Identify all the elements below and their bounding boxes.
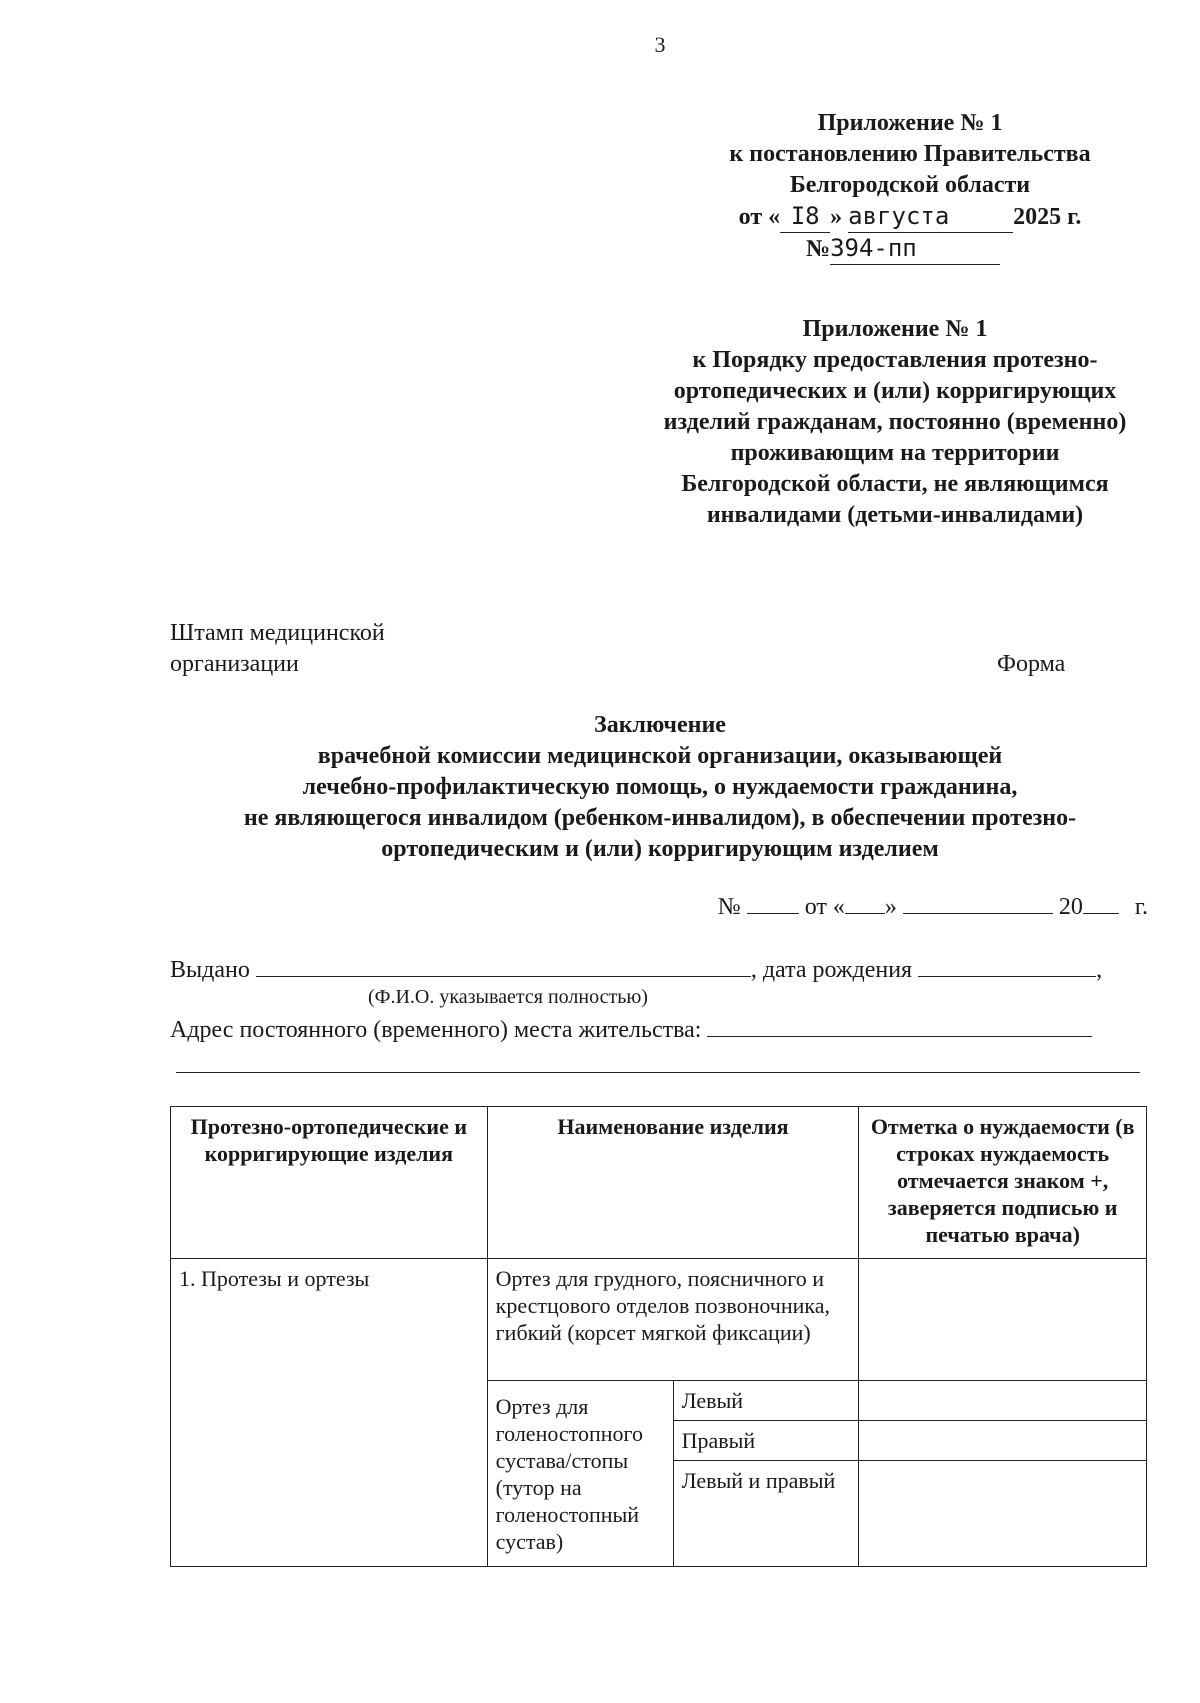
header-category: Протезно-ортопедические и корригирующие изделия (171, 1107, 488, 1259)
date-prefix: от « (738, 204, 781, 230)
conclusion-line: врачебной комиссии медицинской организации, оказывающей (317, 743, 1003, 769)
decree-appendix-title: Приложение № 1 (817, 110, 1003, 136)
conclusion-line: не являющегося инвалидом (ребенком-инвалидом), в обеспечении протезно- (243, 805, 1077, 831)
page-number: 3 (654, 32, 666, 57)
decree-number: 394-пп (830, 233, 1000, 265)
items-table (170, 1106, 1147, 1567)
side-both: Левый и правый (673, 1461, 859, 1567)
side-left: Левый (673, 1381, 859, 1421)
decree-appendix-line: к постановлению Правительства (729, 141, 1091, 167)
decree-year: 2025 г. (1013, 204, 1082, 230)
header-item-name: Наименование изделия (487, 1107, 859, 1259)
need-mark-cell[interactable] (859, 1461, 1147, 1567)
header-need-mark: Отметка о нуждаемости (в строках нуждаемость отмечается знаком +, заверяется подписью и печатью врача) (859, 1107, 1147, 1259)
stamp-line: Штамп медицинской (170, 620, 385, 646)
issued-end-comma: , (1096, 957, 1103, 983)
conclusion-number-line (718, 891, 1148, 921)
century-label: 20 (1058, 894, 1083, 920)
fio-hint: (Ф.И.О. указывается полностью) (368, 986, 648, 1008)
need-mark-cell[interactable] (859, 1421, 1147, 1461)
table-row (171, 1259, 1147, 1381)
day-field[interactable] (845, 891, 885, 914)
number-prefix: № (805, 236, 831, 262)
order-appendix-line: инвалидами (детьми-инвалидами) (706, 502, 1084, 528)
order-appendix-line: проживающим на территории (730, 440, 1060, 466)
need-mark-cell[interactable] (859, 1259, 1147, 1381)
decree-appendix-line: Белгородской области (789, 172, 1031, 198)
from-label: от « (804, 894, 845, 920)
form-label: Форма (997, 651, 1066, 677)
order-appendix-line: Приложение № 1 (802, 316, 988, 342)
address-line (170, 1014, 1092, 1044)
number-sign: № (717, 894, 741, 920)
conclusion-line: Заключение (594, 712, 726, 738)
stamp-placeholder (170, 618, 385, 680)
order-appendix-header (620, 314, 1170, 531)
number-field[interactable] (747, 891, 799, 914)
date-mid: » (830, 204, 843, 230)
issued-line (170, 954, 1102, 984)
year-suffix: г. (1134, 894, 1148, 920)
stamp-line: организации (170, 651, 299, 677)
side-right: Правый (673, 1421, 859, 1461)
item-ankle-orthosis: Ортез для голеностопного сустава/стопы (тутор на голеностопный сустав) (487, 1381, 673, 1567)
conclusion-line: ортопедическим и (или) корригирующим изделием (381, 836, 939, 862)
birth-date-field[interactable] (918, 954, 1096, 977)
decree-date-line (690, 201, 1130, 233)
decree-appendix-header (690, 108, 1130, 265)
year-field[interactable] (1083, 891, 1119, 914)
table-header-row (171, 1107, 1147, 1259)
close-quote: » (884, 894, 897, 920)
order-appendix-line: ортопедических и (или) корригирующих (673, 378, 1117, 404)
decree-day: I8 (780, 201, 830, 233)
decree-number-line (690, 233, 1116, 265)
order-appendix-line: к Порядку предоставления протезно- (692, 347, 1098, 373)
category-cell: 1. Протезы и ортезы (171, 1259, 488, 1567)
decree-month: августа (848, 201, 1013, 233)
birth-date-label: , дата рождения (750, 957, 913, 983)
fio-field[interactable] (256, 954, 751, 977)
order-appendix-line: Белгородской области, не являющимся (681, 471, 1109, 497)
address-field[interactable] (707, 1014, 1092, 1037)
conclusion-line: лечебно-профилактическую помощь, о нуждаемости гражданина, (302, 774, 1018, 800)
conclusion-title (140, 710, 1180, 865)
order-appendix-line: изделий гражданам, постоянно (временно) (663, 409, 1127, 435)
address-label: Адрес постоянного (временного) места жительства: (170, 1017, 702, 1043)
item-corset: Ортез для грудного, поясничного и крестцового отделов позвоночника, гибкий (корсет мягкой фиксации) (487, 1259, 859, 1381)
month-field[interactable] (903, 891, 1053, 914)
need-mark-cell[interactable] (859, 1381, 1147, 1421)
address-field-continuation[interactable] (176, 1072, 1140, 1073)
issued-label: Выдано (170, 957, 250, 983)
